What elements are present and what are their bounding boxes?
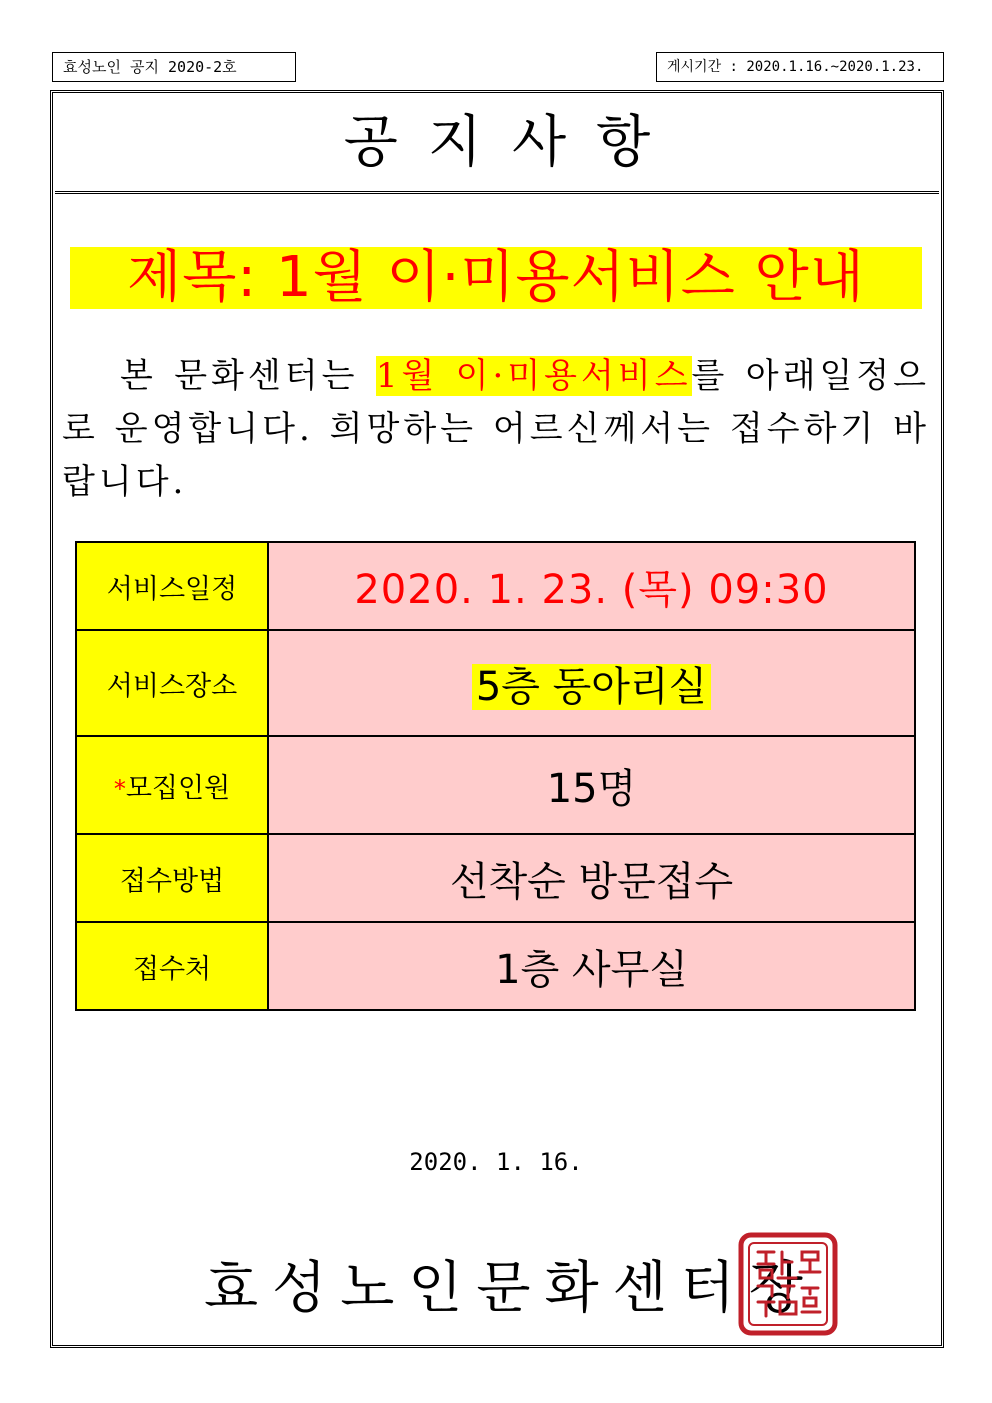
capacity-value: 15명 [268, 736, 915, 834]
intro-highlight: 1월 이·미용서비스 [375, 356, 692, 396]
venue-cell [268, 630, 915, 736]
intro-text-before: 본 문화센터는 [119, 356, 376, 396]
issue-date: 2020. 1. 16. [409, 1148, 583, 1176]
info-table [75, 541, 916, 1011]
table-row [76, 922, 915, 1010]
venue-label: 서비스장소 [76, 630, 268, 736]
capacity-label: 모집인원 [125, 772, 231, 804]
signature: 효성노인문화센터장 [204, 1256, 817, 1321]
intro-paragraph [62, 350, 930, 509]
intro-text-after: 를 아래일정으로 운영합니다. 희망하는 어르신께서는 접수하기 바랍니다. [62, 356, 930, 502]
page-title: 공지사항 [343, 110, 681, 175]
method-value: 선착순 방문접수 [268, 834, 915, 922]
title-band [55, 95, 939, 194]
required-marker: * [113, 774, 126, 803]
reception-value: 1층 사무실 [268, 922, 915, 1010]
notice-number: 효성노인 공지 2020-2호 [52, 52, 296, 82]
subject-heading: 제목: 1월 이·미용서비스 안내 [70, 247, 922, 309]
schedule-label: 서비스일정 [76, 542, 268, 630]
reception-label: 접수처 [76, 922, 268, 1010]
table-row [76, 542, 915, 630]
venue-value: 5층 동아리실 [472, 664, 711, 710]
capacity-label-cell [76, 736, 268, 834]
table-row [76, 834, 915, 922]
table-row [76, 630, 915, 736]
method-label: 접수방법 [76, 834, 268, 922]
table-row [76, 736, 915, 834]
official-seal-icon [738, 1232, 838, 1336]
schedule-value: 2020. 1. 23. (목) 09:30 [268, 542, 915, 630]
posting-period: 게시기간 : 2020.1.16.~2020.1.23. [656, 52, 944, 82]
